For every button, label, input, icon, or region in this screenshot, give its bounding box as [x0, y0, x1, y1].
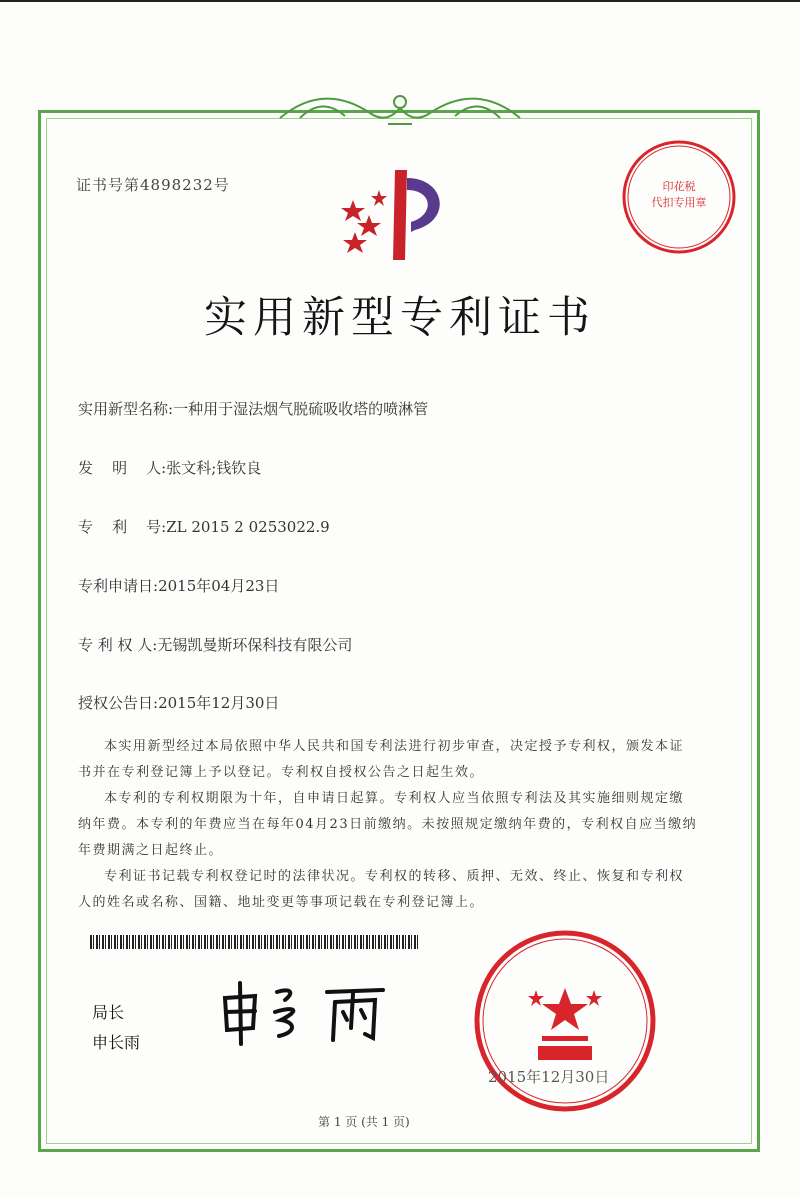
body-paragraph-3: 专利证书记载专利权登记时的法律状况。专利权的转移、质押、无效、终止、恢复和专利权人的姓名或名称、国籍、地址变更等事项记载在专利登记簿上。 — [78, 869, 685, 910]
application-date-field — [78, 575, 279, 596]
page-number: 第 1 页 (共 1 页) — [318, 1115, 410, 1129]
field-label: 发 明 人: — [78, 459, 167, 477]
field-value: 2015年04月23日 — [158, 577, 280, 595]
field-value: 一种用于湿法烟气脱硫吸收塔的喷淋管 — [173, 400, 429, 418]
field-value: 张文科;钱钦良 — [166, 459, 262, 477]
director-title: 局长 — [92, 1003, 125, 1022]
seal-date: 2015年12月30日 — [488, 1068, 610, 1086]
body-paragraph-2: 本专利的专利权期限为十年，自申请日起算。专利权人应当依照专利法及其实施细则规定缴纳年费。本专利的年费应当在每年04月23日前缴纳。未按照规定缴纳年费的，专利权自应当缴纳年费期满之日起终止。 — [78, 791, 698, 858]
patentee-field — [78, 634, 352, 655]
field-value: 无锡凯曼斯环保科技有限公司 — [157, 636, 353, 654]
inventor-field — [78, 457, 261, 478]
certificate-title: 实用新型专利证书 — [204, 293, 596, 343]
director-name: 申长雨 — [92, 1033, 141, 1052]
field-value: ZL 2015 2 0253022.9 — [166, 518, 330, 536]
field-label: 专 利 号: — [78, 518, 167, 536]
handwritten-signature — [215, 978, 395, 1048]
field-label: 专利申请日: — [78, 577, 159, 595]
field-label: 专 利 权 人: — [78, 636, 158, 654]
body-paragraph-1: 本实用新型经过本局依照中华人民共和国专利法进行初步审查，决定授予专利权，颁发本证书并在专利登记簿上予以登记。专利权自授权公告之日起生效。 — [78, 739, 685, 780]
utility-model-name-field — [78, 398, 428, 419]
field-label: 授权公告日: — [78, 694, 159, 712]
certificate-number: 证书号第4898232号 — [76, 176, 230, 194]
svg-text:印花税: 印花税 — [662, 180, 696, 193]
grant-date-field — [78, 692, 279, 713]
tax-stamp-seal — [620, 138, 738, 256]
svg-text:代扣专用章: 代扣专用章 — [651, 196, 707, 209]
floral-ornament-icon — [270, 88, 530, 132]
field-value: 2015年12月30日 — [158, 694, 280, 712]
barcode — [90, 935, 420, 949]
field-label: 实用新型名称: — [78, 400, 174, 418]
patent-number-field — [78, 516, 330, 537]
top-edge-line — [0, 0, 800, 2]
sipo-logo-icon — [335, 170, 465, 270]
